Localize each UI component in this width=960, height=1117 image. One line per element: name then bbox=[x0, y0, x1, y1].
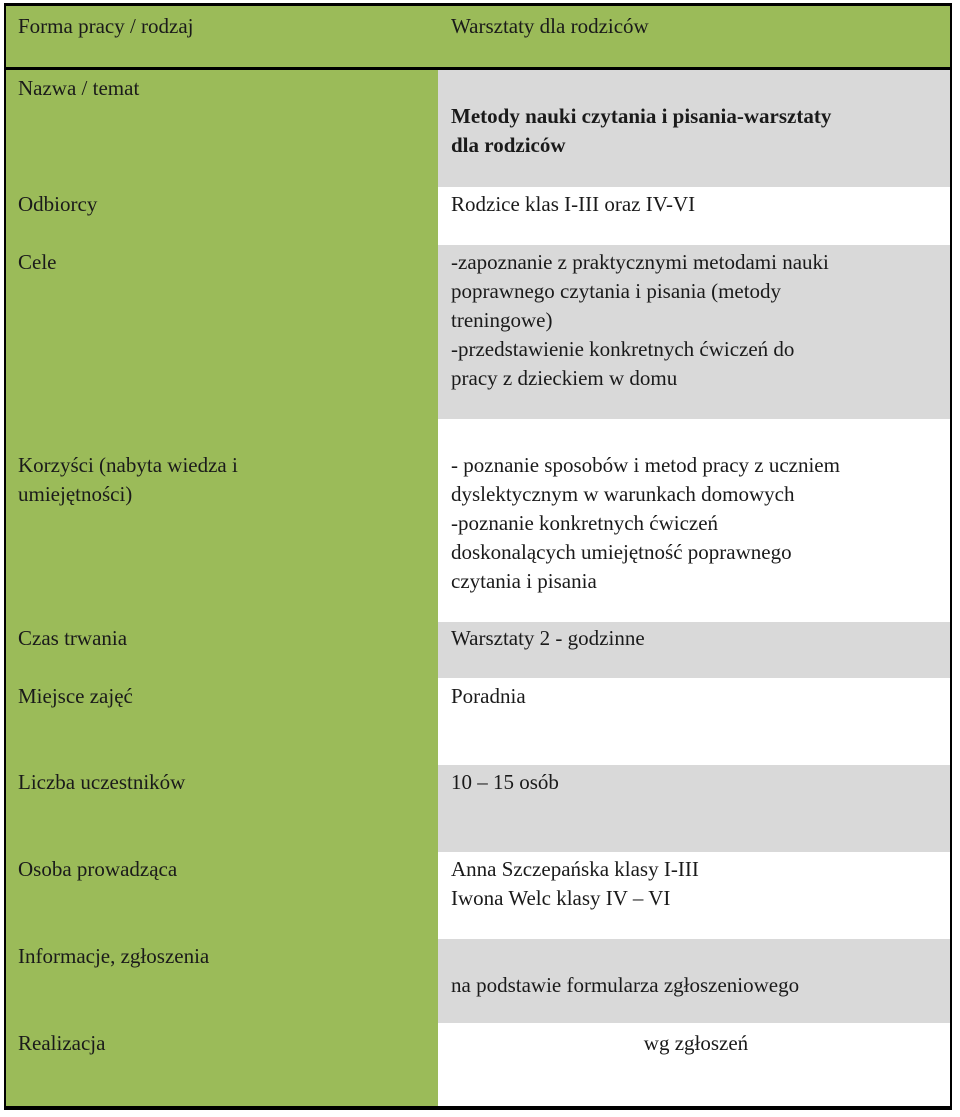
header-divider bbox=[6, 67, 950, 70]
row-value-leader: Anna Szczepańska klasy I-III Iwona Welc klasy IV – VI bbox=[451, 857, 699, 910]
row-value-form: Warsztaty dla rodziców bbox=[451, 14, 649, 38]
label-column bbox=[6, 6, 438, 1106]
row-value-info: na podstawie formularza zgłoszeniowego bbox=[451, 973, 800, 997]
row-label-topic: Nazwa / temat bbox=[18, 76, 140, 100]
row-label-audience: Odbiorcy bbox=[18, 192, 98, 216]
row-label-info: Informacje, zgłoszenia bbox=[18, 944, 210, 968]
row-label-realization: Realizacja bbox=[18, 1031, 106, 1055]
row-value-realization: wg zgłoszeń bbox=[643, 1031, 749, 1055]
row-label-place: Miejsce zajęć bbox=[18, 684, 133, 708]
row-label-participants: Liczba uczestników bbox=[18, 770, 186, 794]
row-label-benefits: Korzyści (nabyta wiedza i umiejętności) bbox=[18, 453, 238, 506]
row-value-topic: Metody nauki czytania i pisania-warsztaty dla rodziców bbox=[451, 104, 832, 157]
row-value-goals: -zapoznanie z praktycznymi metodami nauki poprawnego czytania i pisania (metody treningowe) -przedstawienie konkretnych ćwiczeń do pracy z dzieckiem w domu bbox=[451, 250, 829, 390]
row-label-leader: Osoba prowadząca bbox=[18, 857, 178, 881]
row-value-audience: Rodzice klas I-III oraz IV-VI bbox=[451, 192, 696, 216]
row-label-form: Forma pracy / rodzaj bbox=[18, 14, 194, 38]
row-value-place: Poradnia bbox=[451, 684, 526, 708]
row-value-benefits: - poznanie sposobów i metod pracy z uczniem dyslektycznym w warunkach domowych -poznanie konkretnych ćwiczeń doskonalących umiejętność poprawnego czytania i pisania bbox=[451, 453, 840, 593]
row-value-duration: Warsztaty 2 - godzinne bbox=[451, 626, 645, 650]
info-table bbox=[4, 3, 952, 1110]
row-label-goals: Cele bbox=[18, 250, 57, 274]
row-label-duration: Czas trwania bbox=[18, 626, 128, 650]
row-value-participants: 10 – 15 osób bbox=[451, 770, 559, 794]
